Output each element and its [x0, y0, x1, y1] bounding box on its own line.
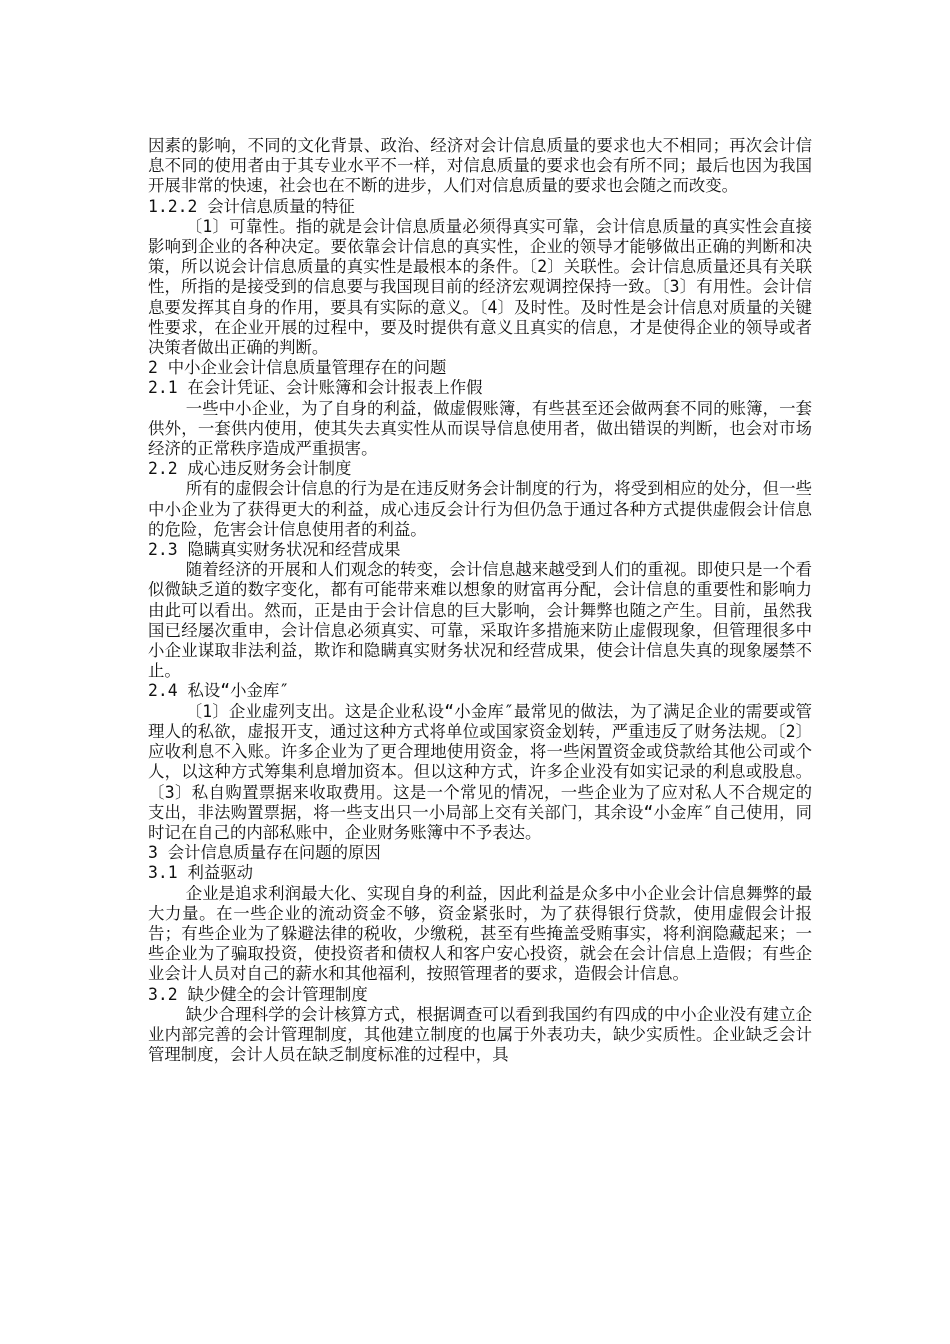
heading-2-3: 2.3 隐瞒真实财务状况和经营成果 [148, 540, 401, 560]
heading-3: 3 会计信息质量存在问题的原因 [148, 843, 381, 863]
paragraph-management-system: 缺少合理科学的会计核算方式，根据调查可以看到我国约有四成的中小企业没有建立企业内部完善的会计管理制度，其他建立制度的也属于外表功夫，缺少实质性。企业缺乏会计管理制度，会计人员在缺乏制度标准的过程中，具 [148, 1004, 812, 1065]
paragraph-intro: 因素的影响，不同的文化背景、政治、经济对会计信息质量的要求也大不相同；再次会计信息不同的使用者由于其专业水平不一样，对信息质量的要求也会有所不同；最后也因为我国开展非常的快速，社会也在不断的进步，人们对信息质量的要求也会随之而改变。 [148, 136, 812, 196]
paragraph-small-treasury: 〔1〕企业虚列支出。这是企业私设“小金库″最常见的做法，为了满足企业的需要或管理人的私欲，虚报开支，通过这种方式将单位或国家资金划转，严重违反了财务法规。〔2〕应收利息不入账。许多企业为了更合理地使用资金，将一些闲置资金或贷款给其他公司或个人，以这种方式筹集利息增加资本。但以这种方式，许多企业没有如实记录的利息或股息。〔3〕私自购置票据来收取费用。这是一个常见的情况，一些企业为了应对私人不合规定的支出，非法购置票据，将一些支出只一小局部上交有关部门，其余设“小金库″自己使用，同时记在自己的内部私账中，企业财务账簿中不予表达。 [148, 701, 812, 842]
paragraph-false-books: 一些中小企业，为了自身的利益，做虚假账簿，有些甚至还会做两套不同的账簿，一套供外，一套供内使用，使其失去真实性从而误导信息使用者，做出错误的判断，也会对市场经济的正常秩序造成严重损害。 [148, 398, 812, 459]
heading-2-1: 2.1 在会计凭证、会计账簿和会计报表上作假 [148, 378, 483, 398]
heading-2-4: 2.4 私设“小金库″ [148, 681, 290, 701]
heading-3-1: 3.1 利益驱动 [148, 863, 254, 883]
heading-2: 2 中小企业会计信息质量管理存在的问题 [148, 358, 447, 378]
paragraph-concealment: 随着经济的开展和人们观念的转变，会计信息越来越受到人们的重视。即使只是一个看似微缺乏道的数字变化，都有可能带来难以想象的财富再分配，会计信息的重要性和影响力由此可以看出。然而，正是由于会计信息的巨大影响，会计舞弊也随之产生。目前，虽然我国已经屡次重申，会计信息必须真实、可靠，采取许多措施来防止虚假现象，但管理很多中小企业谋取非法利益，欺诈和隐瞒真实财务状况和经营成果，使会计信息失真的现象屡禁不止。 [148, 560, 812, 681]
document-page [148, 136, 812, 1065]
paragraph-profit-drive: 企业是追求利润最大化、实现自身的利益，因此利益是众多中小企业会计信息舞弊的最大力量。在一些企业的流动资金不够，资金紧张时，为了获得银行贷款，使用虚假会计报告；有些企业为了躲避法律的税收，少缴税，甚至有些掩盖受贿事实，将利润隐藏起来；一些企业为了骗取投资，使投资者和债权人和客户安心投资，就会在会计信息上造假；有些企业会计人员对自己的薪水和其他福利，按照管理者的要求，造假会计信息。 [148, 883, 812, 984]
paragraph-quality-features: 〔1〕可靠性。指的就是会计信息质量必须得真实可靠，会计信息质量的真实性会直接影响到企业的各种决定。要依靠会计信息的真实性，企业的领导才能够做出正确的判断和决策，所以说会计信息质量的真实性是最根本的条件。〔2〕关联性。会计信息质量还具有关联性，所指的是接受到的信息要与我国现目前的经济宏观调控保持一致。〔3〕有用性。会计信息要发挥其自身的作用，要具有实际的意义。〔4〕及时性。及时性是会计信息对质量的关键性要求，在企业开展的过程中，要及时提供有意义且真实的信息，才是使得企业的领导或者决策者做出正确的判断。 [148, 216, 812, 358]
heading-3-2: 3.2 缺少健全的会计管理制度 [148, 984, 368, 1004]
heading-2-2: 2.2 成心违反财务会计制度 [148, 459, 352, 479]
paragraph-violation: 所有的虚假会计信息的行为是在违反财务会计制度的行为，将受到相应的处分，但一些中小企业为了获得更大的利益，成心违反会计行为但仍急于通过各种方式提供虚假会计信息的危险，危害会计信息使用者的利益。 [148, 479, 812, 539]
heading-1-2-2: 1.2.2 会计信息质量的特征 [148, 196, 355, 216]
